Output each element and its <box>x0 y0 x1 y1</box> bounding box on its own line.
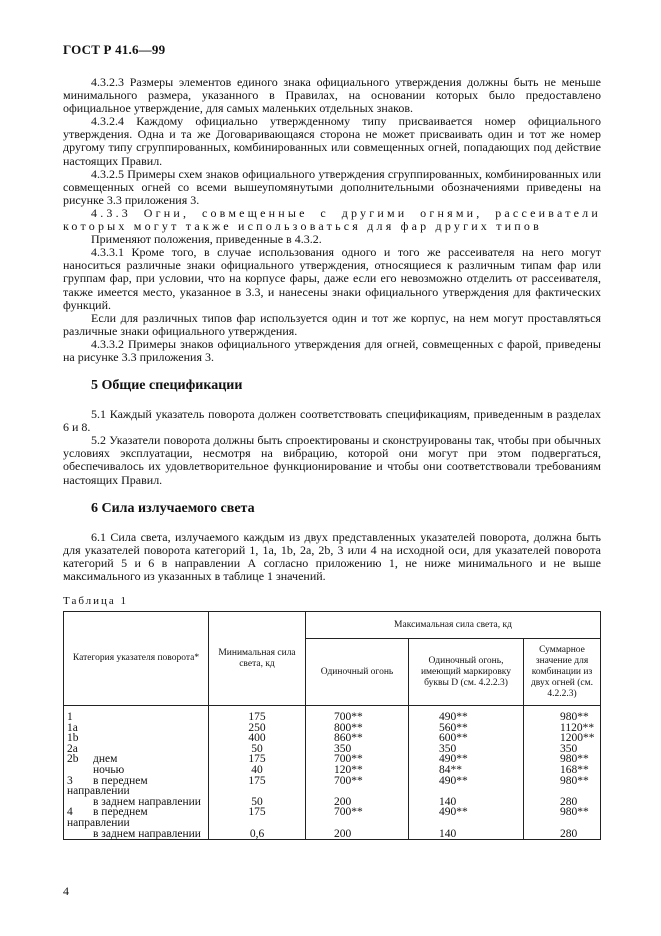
category-condition: днем <box>93 753 118 766</box>
table-row <box>64 829 601 840</box>
cell-marked: 140 <box>409 797 524 808</box>
cell-min: 0,6 <box>209 829 306 840</box>
category-code: 3 <box>67 774 73 787</box>
section-6-title: 6 Сила излучаемого света <box>91 500 255 516</box>
cell-min: 250 <box>209 723 306 734</box>
header-single-lamp: Одиночный огонь <box>306 639 409 706</box>
header-max-intensity: Максимальная сила света, кд <box>306 612 601 639</box>
cell-marked: 140 <box>409 829 524 840</box>
paragraph-4-3-3-1: 4.3.3.1 Кроме того, в случае использования одного и того же рассеивателя на него могут наноситься различные знаки официального утверждения, относящиеся к различным типам фар или группам фар, при условии, что на корпусе фары, даже если его невозможно отделить от рассеивателя, также имеется место, указанное в 3.3, и нанесены знаки официального утверждения для фактических функций. <box>63 245 601 312</box>
cell-total: 980** <box>524 776 601 797</box>
cell-category <box>64 807 209 828</box>
header-category: Категория указателя поворота* <box>64 612 209 706</box>
cell-category <box>64 776 209 797</box>
paragraph-5-1: 5.1 Каждый указатель поворота должен соответствовать спецификациям, приведенным в разделах 6 и 8. <box>63 407 601 435</box>
table-row <box>64 744 601 755</box>
cell-marked: 84** <box>409 765 524 776</box>
paragraph-4-3-2-3: 4.3.2.3 Размеры элементов единого знака официального утверждения должны быть не меньше минимального размера, указанного в Правилах, на основании которых было предоставлено официальное утверждение, для самых маленьких отдельных знаков. <box>63 75 601 116</box>
cell-min: 40 <box>209 765 306 776</box>
cell-min: 50 <box>209 744 306 755</box>
cell-min: 400 <box>209 733 306 744</box>
cell-single: 120** <box>306 765 409 776</box>
document-body <box>63 76 601 840</box>
cell-single: 700** <box>306 776 409 797</box>
cell-category <box>64 706 209 723</box>
cell-marked: 490** <box>409 807 524 828</box>
cell-marked: 560** <box>409 723 524 734</box>
paragraph-apply-provisions: Применяют положения, приведенные в 4.3.2. <box>91 232 322 247</box>
cell-total: 1200** <box>524 733 601 744</box>
category-code: 1b <box>67 732 79 745</box>
cell-total: 350 <box>524 744 601 755</box>
table-row <box>64 706 601 723</box>
cell-min: 50 <box>209 797 306 808</box>
cell-single: 800** <box>306 723 409 734</box>
category-code: 2a <box>67 742 78 755</box>
header-single-marked-d: Одиночный огонь, имеющий маркировку буквы D (см. 4.2.2.3) <box>409 639 524 706</box>
cell-min: 175 <box>209 706 306 723</box>
header-min-intensity: Минимальная сила света, кд <box>209 612 306 706</box>
cell-total: 280 <box>524 797 601 808</box>
header-total-two-lamps: Суммарное значение для комбинации из двух огней (см. 4.2.2.3) <box>524 639 601 706</box>
paragraph-6-1: 6.1 Сила света, излучаемого каждым из двух представленных указателей поворота, должна быть для указателей поворота категорий 1, 1а, 1b, 2а, 2b, 3 или 4 на исходной оси, для указателей поворота категорий 5 и 6 в направлении А согласно приложению 1, не ниже минимального и не выше максимального из указанных в таблице 1 значений. <box>63 529 601 583</box>
cell-total: 980** <box>524 807 601 828</box>
cell-category <box>64 744 209 755</box>
table-row <box>64 807 601 828</box>
table-row <box>64 733 601 744</box>
cell-total: 980** <box>524 754 601 765</box>
cell-marked: 600** <box>409 733 524 744</box>
paragraph-4-3-2-5: 4.3.2.5 Примеры схем знаков официального утверждения сгруппированных, комбинированных или совмещенных огней со всеми вышеупомянутыми дополнительными обозначениями приведены на рисунке 3.3 приложения 3. <box>63 166 601 207</box>
cell-marked: 490** <box>409 754 524 765</box>
heading-4-3-3: 4.3.3 Огни, совмещенные с другими огнями, рассеиватели которых могут также использоваться для фар других типов <box>63 205 601 234</box>
category-code: 1a <box>67 721 78 734</box>
cell-min: 175 <box>209 754 306 765</box>
paragraph-4-3-3-2: 4.3.3.2 Примеры знаков официального утверждения для огней, совмещенных с фарой, приведены на рисунке 3.3 приложения 3. <box>63 336 601 364</box>
cell-marked: 490** <box>409 776 524 797</box>
section-5-title: 5 Общие спецификации <box>91 378 243 394</box>
table-caption: Таблица 1 <box>63 595 129 607</box>
category-code: 2b <box>67 753 79 766</box>
cell-min: 175 <box>209 776 306 797</box>
cell-total: 168** <box>524 765 601 776</box>
category-condition: ночью <box>93 763 125 776</box>
paragraph-4-3-2-4: 4.3.2.4 Каждому официально утвержденному типу присваивается номер официального утверждения. Одна и та же Договаривающаяся сторона не может присваивать один и тот же номер другому типу сгруппированных, комбинированных или совмещенных огней, попадающих под действие настоящих Правил. <box>63 114 601 168</box>
cell-marked: 490** <box>409 706 524 723</box>
cell-single: 700** <box>306 807 409 828</box>
cell-total: 1120** <box>524 723 601 734</box>
table-row <box>64 776 601 797</box>
paragraph-5-2: 5.2 Указатели поворота должны быть спроектированы и сконструированы так, чтобы при обычных условиях эксплуатации, несмотря на вибрацию, которой они могут при этом подвергаться, обеспечивалось их удовлетворительное функционирование и чтобы они соответствовали требованиям настоящих Правил. <box>63 433 601 487</box>
cell-single: 200 <box>306 797 409 808</box>
paragraph-same-housing: Если для различных типов фар используется один и тот же корпус, на нем могут проставляться различные знаки официального утверждения. <box>63 310 601 338</box>
cell-category <box>64 733 209 744</box>
table-row <box>64 723 601 734</box>
cell-single: 700** <box>306 754 409 765</box>
cell-category <box>64 754 209 765</box>
cell-single: 700** <box>306 706 409 723</box>
cell-single: 200 <box>306 829 409 840</box>
category-code: 1 <box>67 711 73 723</box>
cell-category <box>64 723 209 734</box>
category-condition: в заднем направлении <box>93 827 201 840</box>
page-number: 4 <box>63 884 69 898</box>
category-condition: в переднем направлении <box>67 774 148 798</box>
cell-single: 350 <box>306 744 409 755</box>
cell-min: 175 <box>209 807 306 828</box>
document-header: ГОСТ Р 41.6—99 <box>63 42 166 57</box>
category-condition: в заднем направлении <box>93 795 201 808</box>
cell-total: 980** <box>524 706 601 723</box>
cell-marked: 350 <box>409 744 524 755</box>
intensity-table <box>63 611 601 840</box>
table-row <box>64 754 601 765</box>
cell-category <box>64 829 209 840</box>
category-code: 4 <box>67 806 73 819</box>
cell-total: 280 <box>524 829 601 840</box>
category-condition: в переднем направлении <box>67 806 148 829</box>
cell-single: 860** <box>306 733 409 744</box>
